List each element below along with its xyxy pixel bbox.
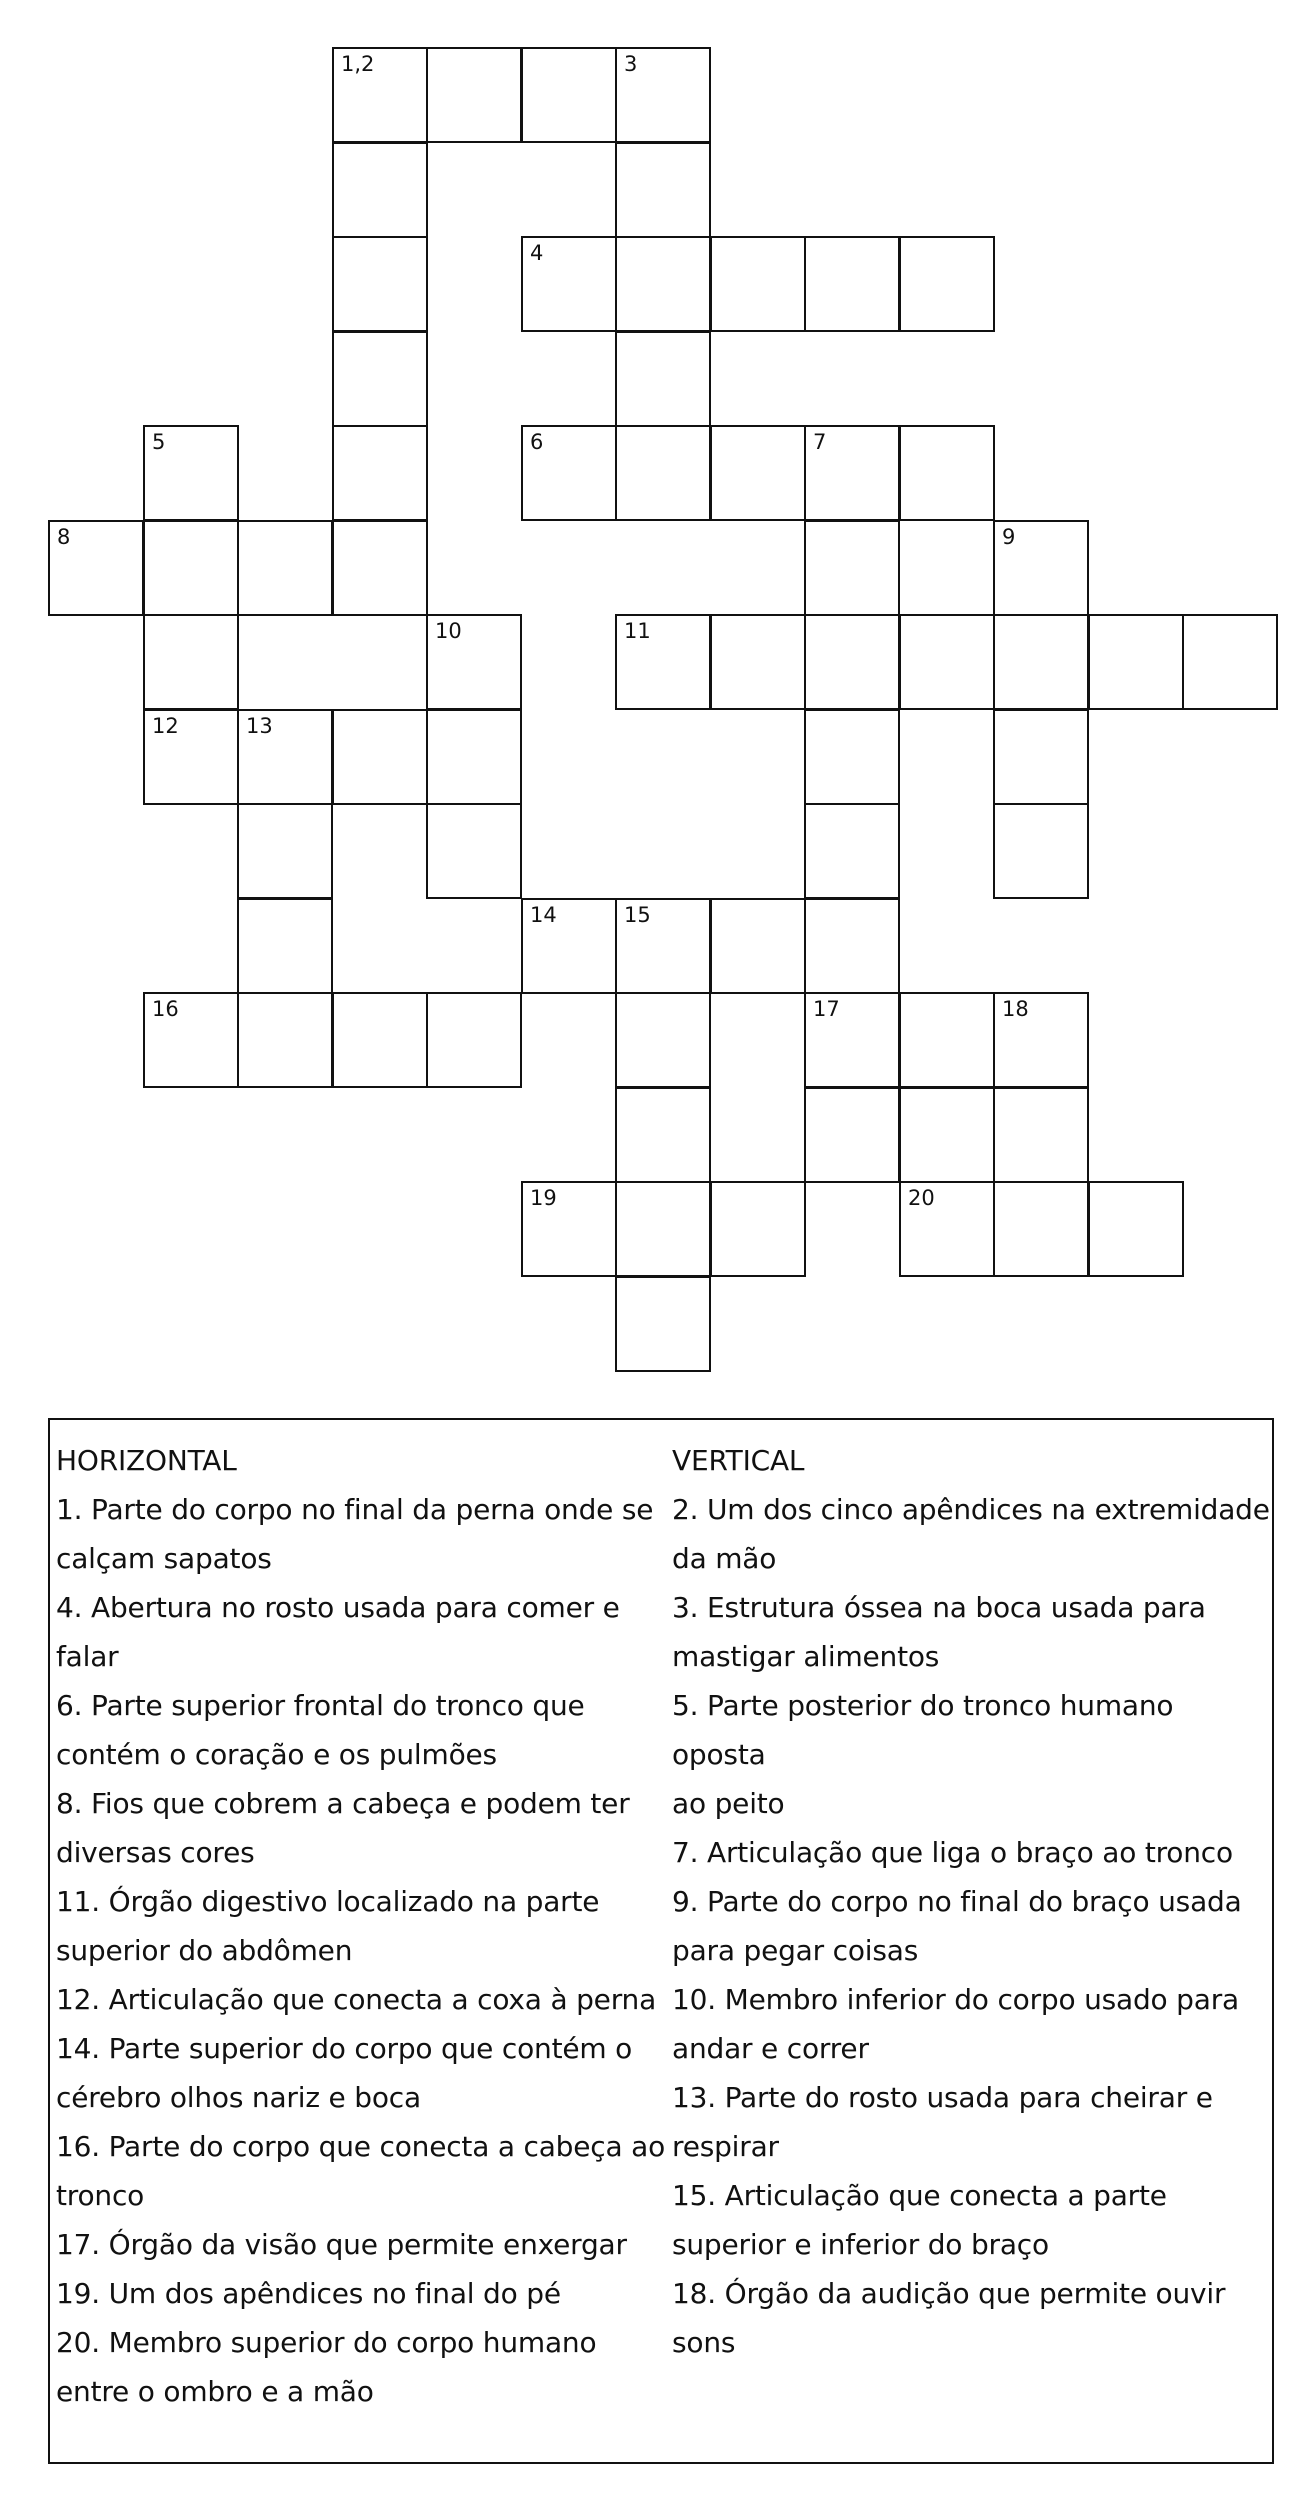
clue-line: 5. Parte posterior do tronco humano oposta <box>672 1689 1174 1771</box>
crossword-cell[interactable] <box>237 520 333 616</box>
crossword-cell[interactable] <box>332 992 428 1088</box>
crossword-cell[interactable] <box>804 709 900 805</box>
crossword-cell[interactable] <box>993 992 1089 1088</box>
clue-line: cérebro olhos nariz e boca <box>56 2081 421 2114</box>
crossword-cell[interactable] <box>1088 1181 1184 1277</box>
crossword-cell[interactable] <box>1088 614 1184 710</box>
clue-number: 19 <box>530 1186 557 1210</box>
clue-number: 10 <box>435 619 462 643</box>
clues-box <box>48 1418 1274 2464</box>
clue-line: 15. Articulação que conecta a parte <box>672 2179 1167 2212</box>
clue-number: 1,2 <box>341 52 375 76</box>
clue-line: sons <box>672 2326 736 2359</box>
crossword-cell[interactable] <box>521 898 617 994</box>
clue-line: 1. Parte do corpo no final da perna onde se <box>56 1493 654 1526</box>
clue-number: 18 <box>1002 997 1029 1021</box>
clue-number: 3 <box>624 52 638 76</box>
clue-number: 7 <box>813 430 827 454</box>
clue-line: 12. Articulação que conecta a coxa à perna <box>56 1983 657 2016</box>
crossword-cell[interactable] <box>615 331 711 427</box>
crossword-cell[interactable] <box>332 236 428 332</box>
crossword-cell[interactable] <box>615 425 711 521</box>
clue-line: 4. Abertura no rosto usada para comer e <box>56 1591 620 1624</box>
clue-number: 12 <box>152 714 179 738</box>
clue-line: superior e inferior do braço <box>672 2228 1049 2261</box>
crossword-cell[interactable] <box>332 331 428 427</box>
crossword-cell[interactable] <box>237 709 333 805</box>
clue-line: 14. Parte superior do corpo que contém o <box>56 2032 633 2065</box>
crossword-cell[interactable] <box>615 142 711 238</box>
crossword-cell[interactable] <box>615 992 711 1088</box>
clue-line: 13. Parte do rosto usada para cheirar e <box>672 2081 1213 2114</box>
crossword-cell[interactable] <box>521 425 617 521</box>
horizontal-clue-list <box>56 1485 668 2416</box>
clue-number: 16 <box>152 997 179 1021</box>
clue-line: ao peito <box>672 1787 785 1820</box>
crossword-cell[interactable] <box>710 425 806 521</box>
clue-line: 11. Órgão digestivo localizado na parte <box>56 1885 600 1918</box>
clue-number: 6 <box>530 430 544 454</box>
crossword-cell[interactable] <box>521 236 617 332</box>
clue-number: 8 <box>57 525 71 549</box>
clue-line: superior do abdômen <box>56 1934 353 1967</box>
crossword-cell[interactable] <box>804 992 900 1088</box>
crossword-cell[interactable] <box>804 898 900 994</box>
horizontal-heading: HORIZONTAL <box>56 1444 237 1477</box>
crossword-cell[interactable] <box>804 425 900 521</box>
crossword-cell[interactable] <box>993 1087 1089 1183</box>
crossword-cell[interactable] <box>710 1181 806 1277</box>
crossword-cell[interactable] <box>237 898 333 994</box>
clue-line: 10. Membro inferior do corpo usado para <box>672 1983 1239 2016</box>
crossword-cell[interactable] <box>143 614 239 710</box>
clue-line: 9. Parte do corpo no final do braço usada <box>672 1885 1242 1918</box>
crossword-cell[interactable] <box>899 992 995 1088</box>
clue-line: 18. Órgão da audição que permite ouvir <box>672 2277 1226 2310</box>
clue-line: andar e correr <box>672 2032 869 2065</box>
crossword-cell[interactable] <box>899 1087 995 1183</box>
crossword-cell[interactable] <box>237 992 333 1088</box>
crossword-cell[interactable] <box>615 1276 711 1372</box>
crossword-cell[interactable] <box>899 614 995 710</box>
crossword-cell[interactable] <box>710 236 806 332</box>
crossword-cell[interactable] <box>426 614 522 710</box>
crossword-cell[interactable] <box>332 47 428 143</box>
clue-line: 8. Fios que cobrem a cabeça e podem ter <box>56 1787 630 1820</box>
crossword-cell[interactable] <box>426 803 522 899</box>
crossword-cell[interactable] <box>615 236 711 332</box>
clue-number: 5 <box>152 430 166 454</box>
crossword-cell[interactable] <box>710 614 806 710</box>
crossword-cell[interactable] <box>899 1181 995 1277</box>
crossword-cell[interactable] <box>332 425 428 521</box>
crossword-cell[interactable] <box>804 803 900 899</box>
clue-line: entre o ombro e a mão <box>56 2375 374 2408</box>
clue-number: 20 <box>908 1186 935 1210</box>
clue-line: da mão <box>672 1542 777 1575</box>
crossword-cell[interactable] <box>993 709 1089 805</box>
clue-line: 3. Estrutura óssea na boca usada para <box>672 1591 1206 1624</box>
crossword-cell[interactable] <box>899 236 995 332</box>
clue-number: 9 <box>1002 525 1016 549</box>
crossword-cell[interactable] <box>426 709 522 805</box>
clue-number: 4 <box>530 241 544 265</box>
crossword-cell[interactable] <box>804 520 900 616</box>
crossword-cell[interactable] <box>993 803 1089 899</box>
crossword-cell[interactable] <box>48 520 144 616</box>
crossword-cell[interactable] <box>804 236 900 332</box>
clue-number: 11 <box>624 619 651 643</box>
horizontal-clues-column <box>56 1436 668 2416</box>
crossword-cell[interactable] <box>993 1181 1089 1277</box>
clue-number: 14 <box>530 903 557 927</box>
vertical-heading: VERTICAL <box>672 1444 805 1477</box>
crossword-cell[interactable] <box>804 1087 900 1183</box>
crossword-cell[interactable] <box>332 520 428 616</box>
crossword-cell[interactable] <box>615 1181 711 1277</box>
clue-line: respirar <box>672 2130 779 2163</box>
clue-line: falar <box>56 1640 119 1673</box>
vertical-clues-column <box>672 1436 1272 2367</box>
clue-line: diversas cores <box>56 1836 255 1869</box>
clue-line: mastigar alimentos <box>672 1640 940 1673</box>
clue-line: 16. Parte do corpo que conecta a cabeça ao <box>56 2130 666 2163</box>
clue-line: contém o coração e os pulmões <box>56 1738 497 1771</box>
crossword-cell[interactable] <box>332 142 428 238</box>
crossword-cell[interactable] <box>804 614 900 710</box>
clue-number: 17 <box>813 997 840 1021</box>
clue-line: para pegar coisas <box>672 1934 919 1967</box>
crossword-cell[interactable] <box>521 47 617 143</box>
clue-line: 17. Órgão da visão que permite enxergar <box>56 2228 627 2261</box>
clue-line: 6. Parte superior frontal do tronco que <box>56 1689 585 1722</box>
crossword-cell[interactable] <box>426 992 522 1088</box>
crossword-cell[interactable] <box>710 898 806 994</box>
vertical-clue-list <box>672 1485 1272 2367</box>
crossword-cell[interactable] <box>143 992 239 1088</box>
clue-line: tronco <box>56 2179 145 2212</box>
clue-line: calçam sapatos <box>56 1542 272 1575</box>
crossword-cell[interactable] <box>993 614 1089 710</box>
crossword-cell[interactable] <box>899 425 995 521</box>
crossword-cell[interactable] <box>332 709 428 805</box>
clue-line: 20. Membro superior do corpo humano <box>56 2326 597 2359</box>
crossword-cell[interactable] <box>143 425 239 521</box>
crossword-cell[interactable] <box>426 47 522 143</box>
crossword-cell[interactable] <box>615 614 711 710</box>
clue-line: 7. Articulação que liga o braço ao tronco <box>672 1836 1233 1869</box>
crossword-cell[interactable] <box>993 520 1089 616</box>
crossword-cell[interactable] <box>1182 614 1278 710</box>
clue-line: 19. Um dos apêndices no final do pé <box>56 2277 561 2310</box>
clue-line: 2. Um dos cinco apêndices na extremidade <box>672 1493 1270 1526</box>
crossword-cell[interactable] <box>521 1181 617 1277</box>
crossword-cell[interactable] <box>615 1087 711 1183</box>
clue-number: 13 <box>246 714 273 738</box>
crossword-cell[interactable] <box>615 898 711 994</box>
crossword-cell[interactable] <box>143 520 239 616</box>
crossword-cell[interactable] <box>237 803 333 899</box>
clue-number: 15 <box>624 903 651 927</box>
crossword-cell[interactable] <box>143 709 239 805</box>
crossword-cell[interactable] <box>615 47 711 143</box>
